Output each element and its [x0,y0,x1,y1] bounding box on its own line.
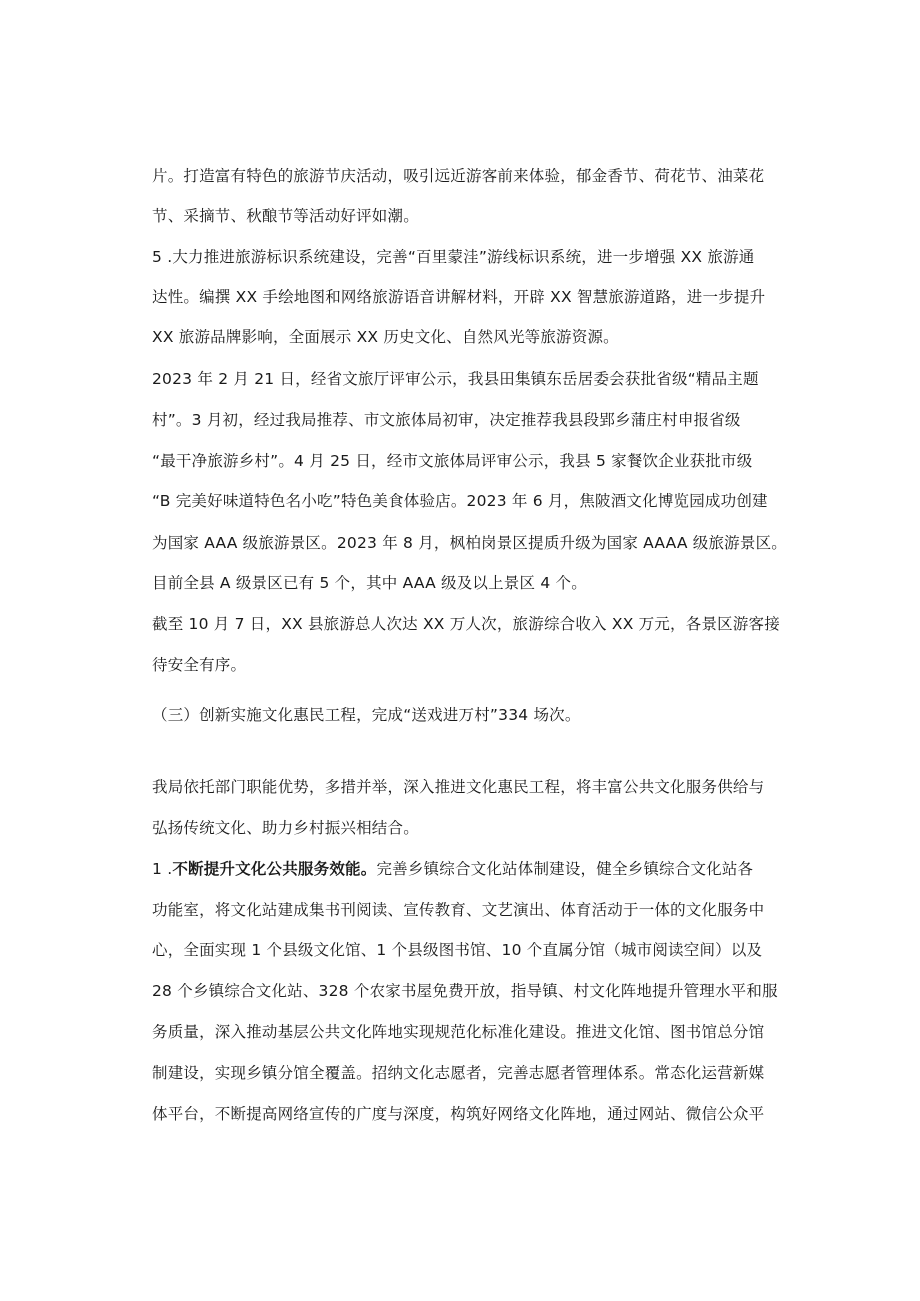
text-line: 心，全面实现 1 个县级文化馆、1 个县级图书馆、10 个直属分馆（城市阅读空间）以及 [152,941,763,959]
text-line: 5 .大力推进旅游标识系统建设，完善“百里蒙洼”游线标识系统，进一步增强 XX 旅游通 [152,248,755,266]
text-line: 务质量，深入推动基层公共文化阵地实现规范化标准化建设。推进文化馆、图书馆总分馆 [152,1023,765,1041]
text-line: 我局依托部门职能优势，多措并举，深入推进文化惠民工程，将丰富公共文化服务供给与 [152,778,765,796]
text-line: “B 完美好味道特色名小吃”特色美食体验店。2023 年 6 月，焦陂酒文化博览园成功创建 [152,492,768,510]
text-line: “最干净旅游乡村”。4 月 25 日，经市文旅体局评审公示，我县 5 家餐饮企业获批市级 [152,452,753,470]
text-line: 弘扬传统文化、助力乡村振兴相结合。 [152,819,419,837]
text-line: XX 旅游品牌影响，全面展示 XX 历史文化、自然风光等旅游资源。 [152,328,619,346]
text-line: 待安全有序。 [152,656,247,674]
item-text: 完善乡镇综合文化站体制建设，健全乡镇综合文化站各 [376,860,754,878]
text-line: 节、采摘节、秋酿节等活动好评如潮。 [152,207,419,225]
text-line: 为国家 AAA 级旅游景区。2023 年 8 月，枫柏岗景区提质升级为国家 AAAA 级旅游景区。 [152,534,787,552]
text-line [152,859,753,879]
text-line: 村”。3 月初，经过我局推荐、市文旅体局初审，决定推荐我县段郢乡蒲庄村申报省级 [152,411,741,429]
text-line: 制建设，实现乡镇分馆全覆盖。招纳文化志愿者，完善志愿者管理体系。常态化运营新媒 [152,1064,765,1082]
text-line: 达性。编撰 XX 手绘地图和网络旅游语音讲解材料，开辟 XX 智慧旅游道路，进一步提升 [152,288,766,306]
text-line: 2023 年 2 月 21 日，经省文旅厅评审公示，我县田集镇东岳居委会获批省级“精品主题 [152,370,759,388]
text-line: 功能室，将文化站建成集书刊阅读、宣传教育、文艺演出、体育活动于一体的文化服务中 [152,901,765,919]
item-bold-title: 不断提升文化公共服务效能。 [172,860,377,878]
list-number: 1 . [152,860,173,878]
text-line: 体平台，不断提高网络宣传的广度与深度，构筑好网络文化阵地，通过网站、微信公众平 [152,1105,765,1123]
text-line: 目前全县 A 级景区已有 5 个，其中 AAA 级及以上景区 4 个。 [152,574,587,592]
text-line: 截至 10 月 7 日，XX 县旅游总人次达 XX 万人次，旅游综合收入 XX 万元，各景区游客接 [152,615,780,633]
text-line: 片。打造富有特色的旅游节庆活动，吸引远近游客前来体验，郁金香节、荷花节、油菜花 [152,167,765,185]
text-line: 28 个乡镇综合文化站、328 个农家书屋免费开放，指导镇、村文化阵地提升管理水平和服 [152,982,778,1000]
section-heading: （三）创新实施文化惠民工程，完成“送戏进万村”334 场次。 [152,706,581,724]
